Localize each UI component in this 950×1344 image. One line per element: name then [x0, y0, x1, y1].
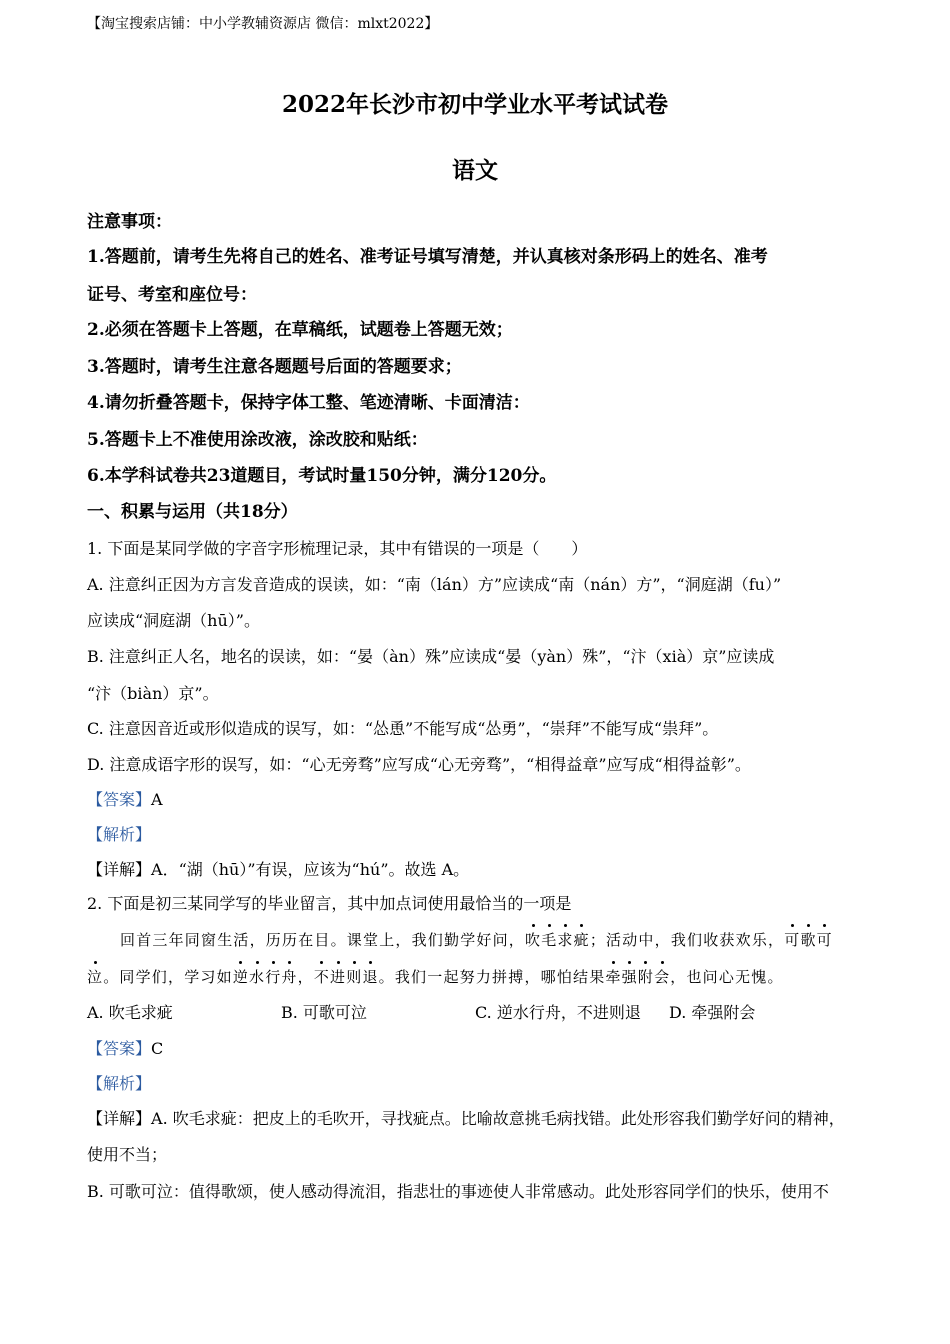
- q1-analysis-tag: 【解析】: [87, 825, 152, 844]
- q2-passage-line-2: [87, 965, 784, 989]
- passage-text: 。同学们，学习如: [103, 968, 233, 986]
- dotted-char: 进: [330, 965, 346, 989]
- answer-tag: 【答案】: [87, 1039, 152, 1058]
- dotted-char: 疵: [574, 928, 590, 952]
- exam-title: 2022年长沙市初中学业水平考试试卷: [281, 91, 668, 118]
- notice-item-1: 1.答题前，请考生先将自己的姓名、准考证号填写清楚，并认真核对条形码上的姓名、准考: [87, 247, 768, 267]
- q2-stem: 2. 下面是初三某同学写的毕业留言，其中加点词使用最恰当的一项是: [87, 894, 572, 913]
- section-heading: 一、积累与运用（共18分）: [87, 502, 298, 522]
- passage-text: 。我们一起努力拼搏，哪怕结果: [378, 968, 606, 986]
- dotted-char: 可: [817, 928, 833, 952]
- subject-title: 语文: [452, 157, 498, 184]
- detail-text: A．“湖（hū）”有误，应该为“hú”。故选 A。: [151, 860, 470, 879]
- dotted-char: 舟: [281, 965, 297, 989]
- notice-item-2: 2.必须在答题卡上答题，在草稿纸，试题卷上答题无效；: [87, 320, 513, 340]
- detail-text: A. 吹毛求疵：把皮上的毛吹开，寻找疵点。比喻故意挑毛病找错。此处形容我们勤学好问的精神，: [151, 1109, 845, 1128]
- passage-text: ；活动中，我们收获欢乐，: [589, 931, 785, 949]
- q1-option-b: B. 注意纠正人名，地名的误读，如：“晏（àn）殊”应读成“晏（yàn）殊”，“汴（xià）京”应读成: [87, 647, 775, 666]
- dotted-char: 歌: [800, 928, 816, 952]
- answer-tag: 【答案】: [87, 790, 152, 809]
- dotted-phrase-2-end: [87, 968, 103, 986]
- q1-option-a-cont: 应读成“洞庭湖（hū）”。: [87, 611, 260, 630]
- detail-tag: 【详解】: [87, 860, 152, 879]
- q1-answer: [87, 788, 163, 812]
- dotted-char: 强: [622, 965, 638, 989]
- dotted-char: 附: [638, 965, 654, 989]
- q2-answer: [87, 1037, 163, 1061]
- dotted-char: 泣: [87, 965, 103, 989]
- answer-value: A: [151, 790, 163, 809]
- dotted-phrase-2: [784, 931, 833, 949]
- q2-detail-b: B. 可歌可泣：值得歌颂，使人感动得流泪，指悲壮的事迹使人非常感动。此处形容同学们的快乐，使用不: [87, 1182, 829, 1201]
- notice-heading: 注意事项：: [87, 212, 172, 232]
- q2-option-b: B. 可歌可泣: [281, 1003, 367, 1022]
- q2-option-c: C. 逆水行舟，不进则退: [475, 1003, 641, 1022]
- dotted-char: 求: [557, 928, 573, 952]
- detail-tag: 【详解】: [87, 1109, 152, 1128]
- dotted-phrase-3: [233, 968, 379, 986]
- dotted-char: 水: [249, 965, 265, 989]
- passage-text: 回首三年同窗生活，历历在目。课堂上，我们勤学好问，: [120, 931, 526, 949]
- dotted-char: 逆: [233, 965, 249, 989]
- notice-item-4: 4.请勿折叠答题卡，保持字体工整、笔迹清晰、卡面清洁：: [87, 393, 530, 413]
- q1-option-c: C. 注意因音近或形似造成的误写，如：“怂恿”不能写成“怂勇”，“崇拜”不能写成“祟拜”。: [87, 719, 719, 738]
- shop-note: 【淘宝搜索店铺：中小学教辅资源店 微信：mlxt2022】: [87, 16, 439, 32]
- dotted-char: 则: [346, 965, 362, 989]
- dotted-char: 可: [784, 928, 800, 952]
- notice-item-5: 5.答题卡上不准使用涂改液，涂改胶和贴纸：: [87, 430, 428, 450]
- dotted-char: 退: [362, 965, 378, 989]
- notice-item-6: 6.本学科试卷共23道题目，考试时量150分钟，满分120分。: [87, 466, 557, 486]
- dotted-phrase-4: [605, 968, 670, 986]
- q1-option-b-cont: “汴（biàn）京”。: [87, 684, 219, 703]
- answer-value: C: [151, 1039, 164, 1058]
- dotted-char: 毛: [541, 928, 557, 952]
- q1-option-a: A. 注意纠正因为方言发音造成的误读，如：“南（lán）方”应读成“南（nán）方”，“洞庭湖（fu）”: [87, 575, 782, 594]
- notice-item-1-cont: 证号、考室和座位号：: [87, 285, 257, 305]
- notice-item-3: 3.答题时，请考生注意各题题号后面的答题要求；: [87, 357, 462, 377]
- dotted-char: 行: [265, 965, 281, 989]
- dotted-phrase-1: [525, 931, 590, 949]
- dotted-char: ，: [297, 968, 314, 986]
- q1-stem: 1. 下面是某同学做的字音字形梳理记录，其中有错误的一项是（ ）: [87, 539, 588, 558]
- q1-option-d: D. 注意成语字形的误写，如：“心无旁骛”应写成“心无旁骛”，“相得益章”应写成“相得益彰”。: [87, 755, 751, 774]
- dotted-char: 吹: [525, 928, 541, 952]
- q2-detail: [87, 1107, 845, 1131]
- q2-detail-cont: 使用不当；: [87, 1145, 168, 1164]
- q2-option-d: D. 牵强附会: [669, 1003, 756, 1022]
- dotted-char: 不: [314, 965, 330, 989]
- q2-analysis-tag: 【解析】: [87, 1074, 152, 1093]
- q2-option-a: A. 吹毛求疵: [87, 1003, 173, 1022]
- q2-passage-line-1: [120, 928, 833, 952]
- passage-text: ，也问心无愧。: [670, 968, 784, 986]
- dotted-char: 会: [654, 965, 670, 989]
- dotted-char: 牵: [605, 965, 621, 989]
- q1-detail: [87, 858, 469, 882]
